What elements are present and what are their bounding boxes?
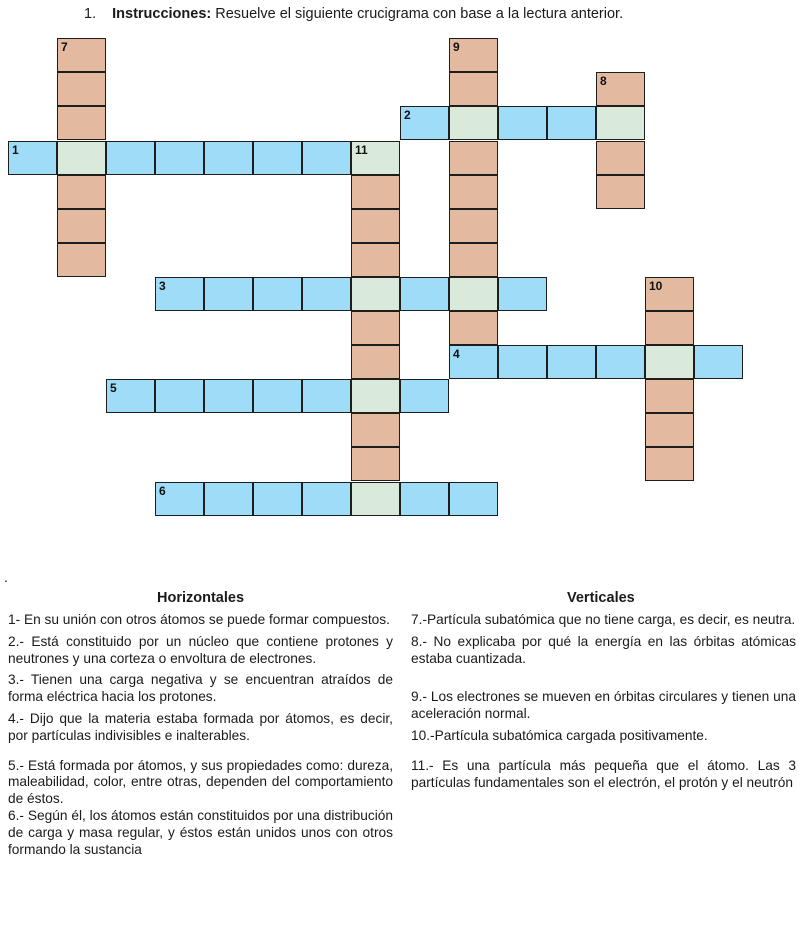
crossword-cell[interactable] (204, 482, 253, 516)
horizontales-heading: Horizontales (157, 590, 245, 606)
crossword-cell[interactable] (57, 106, 106, 140)
crossword-cell[interactable] (498, 345, 547, 379)
crossword-cell[interactable] (400, 482, 449, 516)
crossword-cell[interactable] (351, 311, 400, 345)
cell-number-6: 6 (159, 484, 166, 498)
clue-10: 10.-Partícula subatómica cargada positivamente. (411, 727, 708, 743)
crossword-cell[interactable] (449, 72, 498, 106)
clue-1: 1- En su unión con otros átomos se puede formar compuestos. (8, 612, 390, 627)
crossword-cell[interactable] (351, 447, 400, 481)
cell-number-2: 2 (404, 108, 411, 122)
crossword-cell[interactable] (449, 277, 498, 311)
crossword-cell[interactable] (351, 379, 400, 413)
crossword-cell[interactable] (351, 413, 400, 447)
crossword-cell[interactable] (400, 277, 449, 311)
crossword-cell[interactable] (596, 106, 645, 140)
instructions-text: Resuelve el siguiente crucigrama con base a la lectura anterior. (215, 6, 624, 22)
crossword-cell-start-11[interactable] (351, 141, 400, 175)
crossword-cell[interactable] (302, 277, 351, 311)
clue-8: 8.- No explicaba por qué la energía en las órbitas atómicas estaba cuantizada. (411, 633, 796, 666)
clue-2: 2.- Está constituido por un núcleo que contiene protones y neutrones y una corteza o envoltura de electrones. (8, 633, 393, 666)
crossword-cell-start-8[interactable] (596, 72, 645, 106)
crossword-cell-start-7[interactable] (57, 38, 106, 72)
crossword-cell[interactable] (57, 209, 106, 243)
crossword-cell-start-5[interactable] (106, 379, 155, 413)
crossword-cell[interactable] (57, 72, 106, 106)
crossword-cell[interactable] (155, 379, 204, 413)
clue-9: 9.- Los electrones se mueven en órbitas circulares y tienen una aceleración normal. (411, 689, 796, 722)
crossword-cell[interactable] (106, 141, 155, 175)
crossword-cell[interactable] (351, 243, 400, 277)
crossword-cell[interactable] (596, 141, 645, 175)
crossword-cell-start-6[interactable] (155, 482, 204, 516)
crossword-cell[interactable] (253, 141, 302, 175)
instructions-label: Instrucciones: (112, 6, 212, 22)
instructions-number: 1. (84, 6, 97, 22)
clue-3: 3.- Tienen una carga negativa y se encuentran atraídos de forma eléctrica hacia los protones. (8, 672, 393, 705)
crossword-cell[interactable] (449, 243, 498, 277)
crossword-cell[interactable] (253, 482, 302, 516)
crossword-cell[interactable] (498, 277, 547, 311)
crossword-cell[interactable] (302, 379, 351, 413)
crossword-cell[interactable] (400, 379, 449, 413)
cell-number-7: 7 (61, 40, 68, 54)
crossword-cell[interactable] (596, 175, 645, 209)
crossword-cell-start-9[interactable] (449, 38, 498, 72)
crossword-cell[interactable] (596, 345, 645, 379)
crossword-cell[interactable] (645, 413, 694, 447)
crossword-cell[interactable] (253, 277, 302, 311)
cell-number-10: 10 (649, 279, 663, 293)
cell-number-4: 4 (453, 347, 460, 361)
crossword-cell[interactable] (57, 243, 106, 277)
cell-number-3: 3 (159, 279, 166, 293)
cell-number-5: 5 (110, 381, 117, 395)
clue-6: 6.- Según él, los átomos están constituidos por una distribución de carga y masa regular, y éstos están unidos unos con otros formando la sustancia (8, 807, 393, 857)
clue-11: 11.- Es una partícula más pequeña que el átomo. Las 3 partículas fundamentales son el electrón, el protón y el neutrón (411, 757, 796, 790)
horizontal-clues (8, 612, 393, 863)
vertical-clues (411, 612, 796, 796)
crossword-cell[interactable] (351, 209, 400, 243)
crossword-cell[interactable] (645, 311, 694, 345)
crossword-cell[interactable] (449, 175, 498, 209)
crossword-cell[interactable] (547, 345, 596, 379)
crossword-cell[interactable] (449, 482, 498, 516)
crossword-cell[interactable] (498, 106, 547, 140)
crossword-cell[interactable] (351, 345, 400, 379)
crossword-cell[interactable] (351, 277, 400, 311)
crossword-cell-start-1[interactable] (8, 141, 57, 175)
crossword-cell[interactable] (645, 379, 694, 413)
crossword-cell[interactable] (449, 106, 498, 140)
crossword-cell[interactable] (57, 175, 106, 209)
crossword-cell[interactable] (547, 106, 596, 140)
crossword-cell[interactable] (351, 175, 400, 209)
cell-number-11: 11 (355, 143, 368, 157)
crossword-cell[interactable] (302, 141, 351, 175)
crossword-cell[interactable] (351, 482, 400, 516)
crossword-cell[interactable] (204, 379, 253, 413)
crossword-cell[interactable] (155, 141, 204, 175)
crossword-cell-start-3[interactable] (155, 277, 204, 311)
cell-number-8: 8 (600, 74, 607, 88)
crossword-cell[interactable] (694, 345, 743, 379)
crossword-cell-start-10[interactable] (645, 277, 694, 311)
crossword-cell[interactable] (204, 277, 253, 311)
clue-5: 5.- Está formada por átomos, y sus propiedades como: dureza, maleabilidad, color, entre otras, dependen del comportamiento de éstos. (8, 757, 393, 807)
crossword-cell[interactable] (253, 379, 302, 413)
verticales-heading: Verticales (567, 590, 635, 606)
crossword-cell-start-2[interactable] (400, 106, 449, 140)
separator-dot: . (4, 569, 8, 585)
crossword-cell[interactable] (449, 141, 498, 175)
crossword-cell[interactable] (449, 311, 498, 345)
crossword-cell[interactable] (645, 345, 694, 379)
crossword-cell[interactable] (302, 482, 351, 516)
clue-7: 7.-Partícula subatómica que no tiene carga, es decir, es neutra. (411, 612, 796, 627)
clue-4: 4.- Dijo que la materia estaba formada por átomos, es decir, por partículas indivisibles e inalterables. (8, 710, 393, 743)
crossword-cell[interactable] (645, 447, 694, 481)
crossword-cell[interactable] (449, 209, 498, 243)
cell-number-1: 1 (12, 143, 19, 157)
crossword-cell[interactable] (57, 141, 106, 175)
crossword-cell[interactable] (204, 141, 253, 175)
cell-number-9: 9 (453, 40, 460, 54)
crossword-cell-start-4[interactable] (449, 345, 498, 379)
